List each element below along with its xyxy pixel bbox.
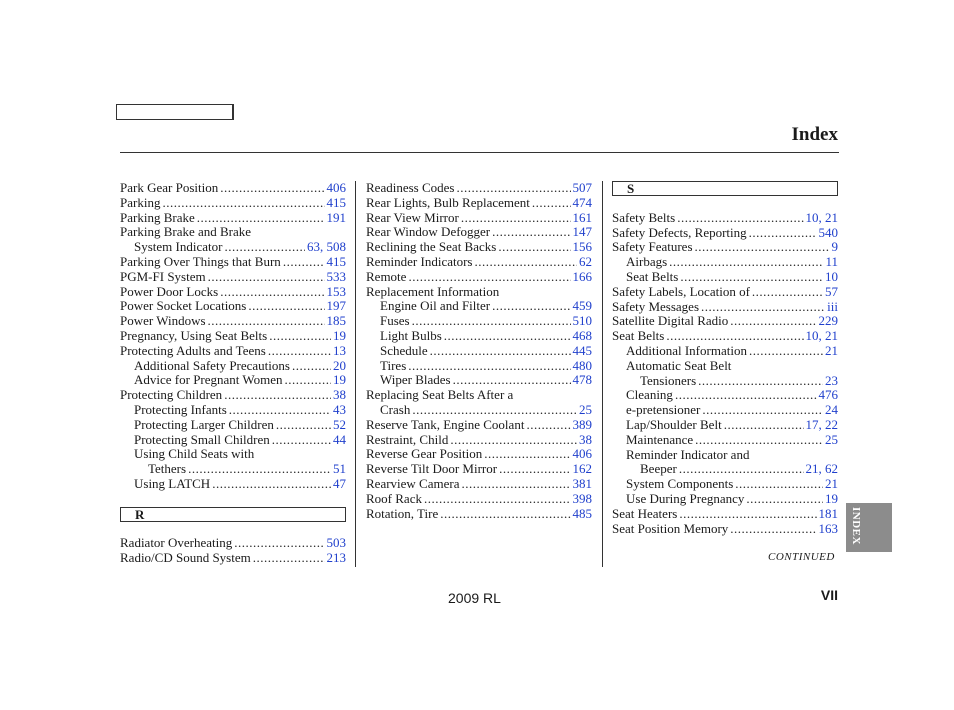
entry-label: Reserve Tank, Engine Coolant <box>366 417 525 432</box>
entry-label: Restraint, Child <box>366 432 449 447</box>
index-entry <box>612 240 838 255</box>
index-entry <box>366 255 592 270</box>
page-reference-link[interactable]: 21, 62 <box>805 462 838 477</box>
dot-leader <box>484 447 570 462</box>
entry-label: Reverse Gear Position <box>366 447 483 462</box>
dot-leader <box>675 388 817 403</box>
index-column-2 <box>366 181 592 521</box>
dot-leader <box>424 492 571 507</box>
dot-leader <box>248 299 324 314</box>
index-entry <box>120 433 346 448</box>
dot-leader <box>701 300 825 315</box>
entry-label: Protecting Small Children <box>134 432 270 447</box>
page-reference-link[interactable]: 19 <box>333 328 346 343</box>
entry-label: PGM-FI System <box>120 269 206 284</box>
page-reference-link[interactable]: 21 <box>825 477 838 492</box>
spacer <box>120 492 346 507</box>
title-divider <box>120 152 839 153</box>
page-reference-link[interactable]: 24 <box>825 403 838 418</box>
page-reference-link[interactable]: 213 <box>326 551 346 566</box>
dot-leader <box>730 522 816 537</box>
dot-leader <box>702 403 823 418</box>
page-reference-link[interactable]: 398 <box>572 491 592 506</box>
footer-model: 2009 RL <box>448 590 501 606</box>
entry-label: Seat Heaters <box>612 506 678 521</box>
page-reference-link[interactable]: 510 <box>572 314 592 329</box>
dot-leader <box>212 477 331 492</box>
dot-leader <box>679 462 804 477</box>
entry-label: Wiper Blades <box>380 373 451 388</box>
page-reference-link[interactable]: 38 <box>333 388 346 403</box>
index-entry <box>612 462 838 477</box>
page-reference-link[interactable]: iii <box>827 299 838 314</box>
index-entry <box>612 300 838 315</box>
entry-label: Cleaning <box>626 388 673 403</box>
index-entry <box>612 477 838 492</box>
dot-leader <box>283 255 325 270</box>
dot-leader <box>188 462 331 477</box>
entry-label: Protecting Adults and Teens <box>120 343 266 358</box>
index-entry <box>366 403 592 418</box>
dot-leader <box>749 344 823 359</box>
entry-label: Reverse Tilt Door Mirror <box>366 462 498 477</box>
dot-leader <box>412 314 571 329</box>
entry-label: System Indicator <box>134 240 223 255</box>
dot-leader <box>475 255 578 270</box>
dot-leader <box>492 299 570 314</box>
dot-leader <box>498 240 570 255</box>
dot-leader <box>666 329 803 344</box>
index-entry <box>366 359 592 374</box>
page-reference-link[interactable]: 25 <box>579 402 592 417</box>
page-reference-link[interactable]: 9 <box>831 240 838 255</box>
entry-label: e-pretensioner <box>626 403 701 418</box>
section-header: S <box>612 181 838 196</box>
page-reference-link[interactable]: 181 <box>818 506 838 521</box>
page-reference-link[interactable]: 191 <box>326 210 346 225</box>
dot-leader <box>461 211 571 226</box>
index-entry <box>612 374 838 389</box>
entry-label: Crash <box>380 402 411 417</box>
entry-label: Tensioners <box>640 373 697 388</box>
index-entry <box>612 388 838 403</box>
entry-label: Engine Oil and Filter <box>380 299 491 314</box>
dot-leader <box>461 477 570 492</box>
entry-label: Protecting Infants <box>134 402 227 417</box>
entry-label: Seat Belts <box>612 329 665 344</box>
page-reference-link[interactable]: 406 <box>326 181 346 195</box>
entry-label: Airbags <box>626 255 668 270</box>
index-entry <box>366 447 592 462</box>
dot-leader <box>208 270 325 285</box>
dot-leader <box>440 507 570 522</box>
entry-label: Safety Belts <box>612 210 676 225</box>
entry-label: Radio/CD Sound System <box>120 551 251 566</box>
page-reference-link[interactable]: 540 <box>818 225 838 240</box>
dot-leader <box>268 344 331 359</box>
dot-leader <box>253 551 325 566</box>
index-subheading: Automatic Seat Belt <box>626 357 732 373</box>
entry-label: Lap/Shoulder Belt <box>626 417 722 432</box>
page-reference-link[interactable]: 445 <box>572 343 592 358</box>
page-reference-link[interactable]: 10 <box>825 269 838 284</box>
page-reference-link[interactable]: 20 <box>333 358 346 373</box>
entry-label: Use During Pregnancy <box>626 491 745 506</box>
dot-leader <box>220 181 324 196</box>
dot-leader <box>724 418 804 433</box>
index-entry <box>612 226 838 241</box>
page-reference-link[interactable]: 23 <box>825 373 838 388</box>
entry-label: Beeper <box>640 462 677 477</box>
page-reference-link[interactable]: 17, 22 <box>805 417 838 432</box>
page-reference-link[interactable]: 11 <box>825 255 838 270</box>
dot-leader <box>276 418 331 433</box>
entry-label: Park Gear Position <box>120 181 219 195</box>
page-reference-link[interactable]: 381 <box>572 476 592 491</box>
entry-label: Power Windows <box>120 314 206 329</box>
index-entry <box>366 299 592 314</box>
index-entry <box>366 329 592 344</box>
index-entry <box>612 255 838 270</box>
index-entry <box>612 492 838 507</box>
page-reference-link[interactable]: 43 <box>333 402 346 417</box>
page-reference-link[interactable]: 21 <box>825 343 838 358</box>
entry-label: Safety Features <box>612 240 693 255</box>
entry-label: Parking <box>120 195 161 210</box>
dot-leader <box>412 403 577 418</box>
index-subheading: Reminder Indicator and <box>626 446 750 462</box>
page-reference-link[interactable]: 153 <box>326 284 346 299</box>
dot-leader <box>234 536 324 551</box>
page-reference-link[interactable]: 161 <box>572 210 592 225</box>
index-entry <box>366 240 592 255</box>
continued-note: CONTINUED <box>768 551 835 563</box>
entry-label: Reminder Indicators <box>366 254 473 269</box>
dot-leader <box>679 507 816 522</box>
index-entry <box>120 299 346 314</box>
dot-leader <box>444 329 571 344</box>
index-entry <box>612 314 838 329</box>
dot-leader <box>269 329 331 344</box>
entry-label: Using LATCH <box>134 476 211 491</box>
entry-label: Seat Position Memory <box>612 521 729 536</box>
page-reference-link[interactable]: 51 <box>333 462 346 477</box>
page-reference-link[interactable]: 147 <box>572 225 592 240</box>
entry-label: Additional Information <box>626 343 747 358</box>
dot-leader <box>456 181 570 196</box>
index-entry <box>366 181 592 196</box>
index-entry <box>366 196 592 211</box>
entry-label: Remote <box>366 269 407 284</box>
page-reference-link[interactable]: 389 <box>572 417 592 432</box>
page-reference-link[interactable]: 52 <box>333 417 346 432</box>
entry-label: Roof Rack <box>366 491 422 506</box>
index-entry <box>366 462 592 477</box>
dot-leader <box>735 477 823 492</box>
entry-label: Tires <box>380 358 407 373</box>
page-reference-link[interactable]: 19 <box>333 373 346 388</box>
entry-label: Reclining the Seat Backs <box>366 240 497 255</box>
page-reference-link[interactable]: 62 <box>579 254 592 269</box>
entry-label: Tethers <box>148 462 187 477</box>
page-reference-link[interactable]: 476 <box>818 388 838 403</box>
entry-label: Fuses <box>380 314 410 329</box>
index-side-tab[interactable] <box>846 503 892 552</box>
index-entry <box>612 270 838 285</box>
dot-leader <box>677 211 803 226</box>
entry-label: Rear Window Defogger <box>366 225 491 240</box>
index-entry <box>120 314 346 329</box>
page-reference-link[interactable]: 459 <box>572 299 592 314</box>
entry-label: Pregnancy, Using Seat Belts <box>120 328 268 343</box>
page-reference-link[interactable]: 156 <box>572 240 592 255</box>
column-divider-1 <box>355 181 356 567</box>
index-entry <box>612 329 838 344</box>
dot-leader <box>197 211 325 226</box>
entry-label: System Components <box>626 477 734 492</box>
entry-label: Rear Lights, Bulb Replacement <box>366 195 530 210</box>
index-entry <box>120 285 346 300</box>
index-entry <box>366 477 592 492</box>
entry-label: Safety Labels, Location of <box>612 284 750 299</box>
dot-leader <box>680 270 823 285</box>
dot-leader <box>532 196 571 211</box>
entry-label: Light Bulbs <box>380 328 442 343</box>
page-reference-link[interactable]: 44 <box>333 432 346 447</box>
entry-label: Satellite Digital Radio <box>612 314 729 329</box>
index-subheading: Parking Brake and Brake <box>120 224 252 240</box>
entry-label: Schedule <box>380 343 428 358</box>
entry-label: Rear View Mirror <box>366 210 459 225</box>
dot-leader <box>669 255 823 270</box>
index-entry <box>612 522 838 537</box>
spacer <box>612 196 838 211</box>
column-divider-2 <box>602 181 603 567</box>
index-subheading: Replacement Information <box>366 283 500 299</box>
index-entry <box>366 211 592 226</box>
index-entry <box>366 433 592 448</box>
index-entry <box>612 507 838 522</box>
page-reference-link[interactable]: 406 <box>572 447 592 462</box>
index-entry <box>120 181 346 196</box>
spacer <box>120 522 346 537</box>
entry-label: Readiness Codes <box>366 181 455 195</box>
page-reference-link[interactable]: 507 <box>572 181 592 195</box>
index-entry <box>120 462 346 477</box>
page-reference-link[interactable]: 415 <box>326 195 346 210</box>
entry-label: Advice for Pregnant Women <box>134 373 283 388</box>
index-entry <box>366 373 592 388</box>
page-reference-link[interactable]: 63, 508 <box>307 240 346 255</box>
entry-label: Radiator Overheating <box>120 536 233 551</box>
index-entry <box>120 373 346 388</box>
index-column-1 <box>120 181 346 566</box>
dot-leader <box>224 388 331 403</box>
entry-label: Safety Defects, Reporting <box>612 225 747 240</box>
index-entry <box>120 388 346 403</box>
index-entry <box>120 551 346 566</box>
dot-leader <box>453 373 571 388</box>
index-entry <box>612 433 838 448</box>
index-subheading: Replacing Seat Belts After a <box>366 387 514 403</box>
dot-leader <box>220 285 324 300</box>
page-reference-link[interactable]: 197 <box>326 299 346 314</box>
entry-label: Maintenance <box>626 432 694 447</box>
index-entry <box>366 492 592 507</box>
page-reference-link[interactable]: 57 <box>825 284 838 299</box>
page-reference-link[interactable]: 38 <box>579 432 592 447</box>
page-reference-link[interactable]: 47 <box>333 476 346 491</box>
dot-leader <box>229 403 331 418</box>
index-entry <box>366 270 592 285</box>
index-entry <box>120 329 346 344</box>
header-tab-box <box>116 104 234 120</box>
entry-label: Rotation, Tire <box>366 506 439 521</box>
entry-label: Rearview Camera <box>366 476 460 491</box>
entry-label: Protecting Children <box>120 388 223 403</box>
page-reference-link[interactable]: 415 <box>326 254 346 269</box>
index-entry <box>366 507 592 522</box>
index-entry <box>120 211 346 226</box>
index-subheading: Using Child Seats with <box>134 446 255 462</box>
page-reference-link[interactable]: 163 <box>818 521 838 536</box>
dot-leader <box>695 433 823 448</box>
side-tab-label: INDEX <box>850 507 862 545</box>
index-entry <box>120 403 346 418</box>
entry-label: Additional Safety Precautions <box>134 358 290 373</box>
index-entry <box>120 344 346 359</box>
dot-leader <box>430 344 571 359</box>
page-reference-link[interactable]: 185 <box>326 314 346 329</box>
index-entry <box>366 418 592 433</box>
index-entry <box>120 270 346 285</box>
dot-leader <box>730 314 816 329</box>
dot-leader <box>408 270 570 285</box>
dot-leader <box>292 359 331 374</box>
entry-label: Parking Over Things that Burn <box>120 254 281 269</box>
dot-leader <box>746 492 823 507</box>
index-entry <box>612 403 838 418</box>
page-reference-link[interactable]: 229 <box>818 314 838 329</box>
entry-label: Protecting Larger Children <box>134 417 274 432</box>
index-entry <box>366 344 592 359</box>
section-header: R <box>120 507 346 522</box>
dot-leader <box>752 285 823 300</box>
index-entry <box>120 255 346 270</box>
entry-label: Power Socket Locations <box>120 299 247 314</box>
page-reference-link[interactable]: 25 <box>825 432 838 447</box>
page-reference-link[interactable]: 533 <box>326 269 346 284</box>
entry-label: Safety Messages <box>612 299 700 314</box>
entry-label: Seat Belts <box>626 269 679 284</box>
page-reference-link[interactable]: 162 <box>572 462 592 477</box>
entry-label: Parking Brake <box>120 210 195 225</box>
index-entry <box>120 196 346 211</box>
page-reference-link[interactable]: 10, 21 <box>805 329 838 344</box>
index-entry <box>612 418 838 433</box>
dot-leader <box>499 462 570 477</box>
index-entry <box>366 225 592 240</box>
entry-label: Power Door Locks <box>120 284 219 299</box>
page-reference-link[interactable]: 10, 21 <box>805 210 838 225</box>
footer-page-number: VII <box>820 587 838 603</box>
page-reference-link[interactable]: 166 <box>572 269 592 284</box>
dot-leader <box>285 373 331 388</box>
dot-leader <box>408 359 570 374</box>
page-reference-link[interactable]: 485 <box>572 506 592 521</box>
dot-leader <box>208 314 325 329</box>
index-entry <box>120 240 346 255</box>
index-entry <box>120 359 346 374</box>
dot-leader <box>492 225 570 240</box>
dot-leader <box>749 226 817 241</box>
dot-leader <box>450 433 577 448</box>
page-reference-link[interactable]: 478 <box>572 373 592 388</box>
page-reference-link[interactable]: 503 <box>326 536 346 551</box>
index-entry <box>120 477 346 492</box>
page-reference-link[interactable]: 468 <box>572 328 592 343</box>
page-title: Index <box>791 124 838 145</box>
dot-leader <box>698 374 823 389</box>
page-reference-link[interactable]: 19 <box>825 491 838 506</box>
page-reference-link[interactable]: 474 <box>572 195 592 210</box>
dot-leader <box>224 240 305 255</box>
index-entry <box>612 344 838 359</box>
dot-leader <box>272 433 331 448</box>
dot-leader <box>695 240 830 255</box>
index-column-3 <box>612 181 838 536</box>
index-entry <box>366 314 592 329</box>
dot-leader <box>526 418 570 433</box>
page-reference-link[interactable]: 13 <box>333 343 346 358</box>
index-entry <box>120 536 346 551</box>
index-entry <box>612 285 838 300</box>
dot-leader <box>162 196 324 211</box>
index-entry <box>612 211 838 226</box>
page-reference-link[interactable]: 480 <box>572 358 592 373</box>
index-entry <box>120 418 346 433</box>
